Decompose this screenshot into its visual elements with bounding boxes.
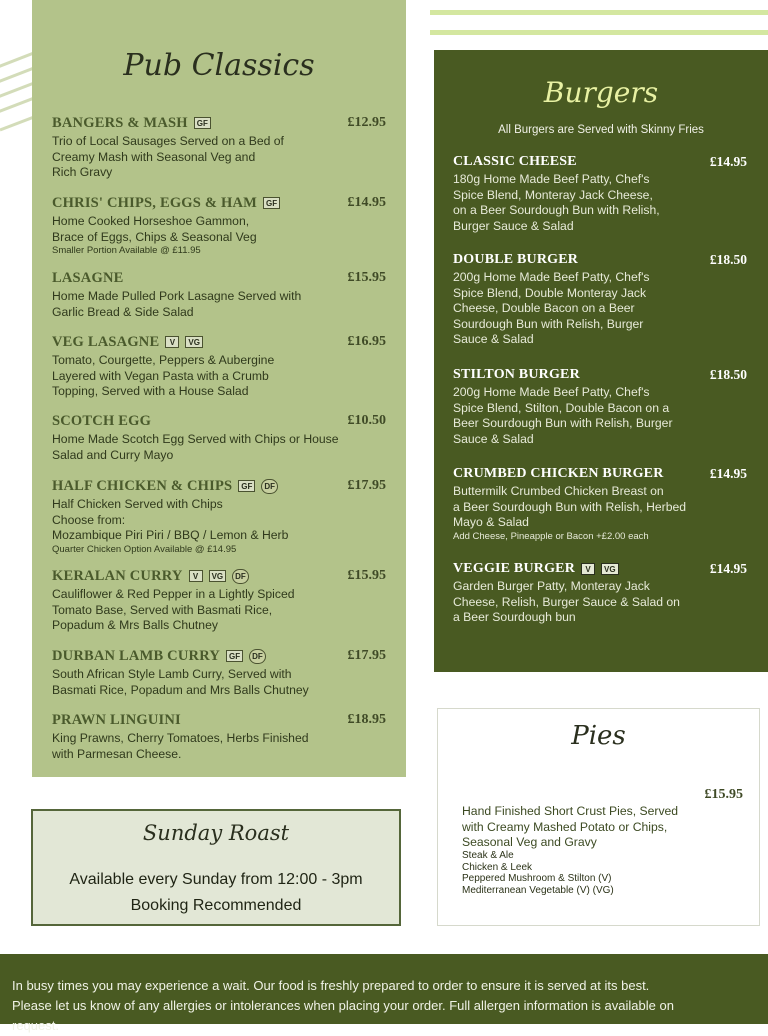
menu-item-description <box>453 270 747 348</box>
burgers-title: Burgers <box>543 76 659 109</box>
menu-item-description <box>52 134 386 181</box>
dietary-badge: VG <box>185 336 203 348</box>
menu-item-price: £14.95 <box>709 154 747 169</box>
pies-box <box>437 708 760 926</box>
description-line: King Prawns, Cherry Tomatoes, Herbs Finished <box>52 731 309 745</box>
description-line: Spice Blend, Monteray Jack Cheese, <box>453 187 653 202</box>
menu-item-header <box>52 412 386 430</box>
pie-option: Mediterranean Vegetable (V) (VG) <box>462 884 614 896</box>
menu-item <box>453 366 747 447</box>
description-line: a Beer Sourdough Bun with Relish, Herbed <box>453 499 687 514</box>
menu-item-name: VEGGIE BURGER <box>453 561 576 576</box>
pub-classics-title: Pub Classics <box>123 48 315 83</box>
pies-price: £15.95 <box>704 787 743 802</box>
description-line: Garden Burger Patty, Monteray Jack <box>453 579 650 593</box>
dietary-badge: GF <box>238 480 255 492</box>
pies-description <box>462 804 702 851</box>
menu-item <box>52 647 386 698</box>
menu-item-price: £18.50 <box>709 252 747 267</box>
menu-item-price: £10.50 <box>347 413 386 428</box>
description-line: Burger Sauce & Salad <box>453 218 574 233</box>
description-line: Sauce & Salad <box>453 431 534 446</box>
menu-item-description <box>52 667 386 698</box>
menu-item-price: £18.50 <box>709 367 747 382</box>
pie-option: Peppered Mushroom & Stilton (V) <box>462 873 612 884</box>
pies-desc-line: Hand Finished Short Crust Pies, Served <box>462 804 679 818</box>
burgers-subtitle: All Burgers are Served with Skinny Fries <box>498 124 704 136</box>
menu-item <box>52 412 386 463</box>
burgers-panel <box>434 50 768 672</box>
menu-item-header <box>453 366 747 384</box>
footer-text <box>12 976 742 1036</box>
description-line: 180g Home Made Beef Patty, Chef's <box>453 172 650 186</box>
dietary-badge: DF <box>249 649 266 664</box>
menu-item-name: CRUMBED CHICKEN BURGER <box>453 466 664 481</box>
menu-item-name: HALF CHICKEN & CHIPS <box>52 477 233 494</box>
dietary-badge: V <box>189 570 203 582</box>
dietary-badge: GF <box>194 117 211 129</box>
footer-line: In busy times you may experience a wait. Our food is freshly prepared to order to ensure it is served at its best. <box>12 978 650 993</box>
description-line: Half Chicken Served with Chips <box>52 497 223 511</box>
menu-item-description <box>52 289 386 320</box>
description-line: Rich Gravy <box>52 165 113 179</box>
menu-item-name: VEG LASAGNE <box>52 333 160 350</box>
menu-item-price: £18.95 <box>347 712 386 727</box>
menu-item-name: BANGERS & MASH <box>52 114 188 131</box>
description-line: 200g Home Made Beef Patty, Chef's <box>453 270 650 284</box>
menu-item-name: STILTON BURGER <box>453 367 580 382</box>
pies-desc-line: Seasonal Veg and Gravy <box>462 835 597 849</box>
menu-item-note: Smaller Portion Available @ £11.95 <box>52 245 201 256</box>
menu-item-name: SCOTCH EGG <box>52 412 152 429</box>
menu-item-price: £17.95 <box>347 478 386 493</box>
description-line: Home Made Pulled Pork Lasagne Served with <box>52 289 302 303</box>
menu-item-price: £14.95 <box>709 466 747 481</box>
dietary-badge: DF <box>232 569 249 584</box>
menu-item-header <box>453 465 747 483</box>
menu-item <box>453 251 747 348</box>
menu-item <box>453 465 747 543</box>
description-line: Basmati Rice, Popadum and Mrs Balls Chutney <box>52 682 309 697</box>
description-line: Cauliflower & Red Pepper in a Lightly Spiced <box>52 587 295 601</box>
menu-item-header <box>52 647 386 665</box>
menu-item <box>453 153 747 234</box>
menu-item <box>52 194 386 257</box>
menu-item-header <box>52 711 386 729</box>
dietary-badge: GF <box>226 650 243 662</box>
description-line: Home Cooked Horseshoe Gammon, <box>52 214 250 228</box>
description-line: with Parmesan Cheese. <box>52 746 182 761</box>
dietary-badge: V <box>581 563 595 575</box>
description-line: Brace of Eggs, Chips & Seasonal Veg <box>52 229 257 244</box>
menu-item-header <box>453 560 747 578</box>
menu-item <box>52 269 386 320</box>
menu-item-name: KERALAN CURRY <box>52 567 183 584</box>
dietary-badge: VG <box>601 563 619 575</box>
sunday-roast-availability: Available every Sunday from 12:00 - 3pm <box>69 871 363 888</box>
menu-item-name: DURBAN LAMB CURRY <box>52 647 221 664</box>
menu-item-description <box>52 587 386 634</box>
menu-item-note: Add Cheese, Pineapple or Bacon +£2.00 each <box>453 530 649 542</box>
sunday-roast-booking: Booking Recommended <box>130 897 302 914</box>
description-line: Buttermilk Crumbed Chicken Breast on <box>453 484 664 498</box>
description-line: Topping, Served with a House Salad <box>52 384 249 398</box>
sunday-roast-box <box>31 809 401 926</box>
menu-item-description <box>52 731 386 762</box>
description-line: 200g Home Made Beef Patty, Chef's <box>453 385 650 399</box>
pub-classics-panel <box>32 0 406 777</box>
description-line: Spice Blend, Stilton, Double Bacon on a <box>453 400 670 415</box>
menu-item-price: £16.95 <box>347 334 386 349</box>
description-line: Cheese, Relish, Burger Sauce & Salad on <box>453 594 680 609</box>
menu-item <box>52 114 386 181</box>
menu-item-name: DOUBLE BURGER <box>453 252 579 267</box>
footer-line: Please let us know of any allergies or intolerances when placing your order. Full allergen information is available on <box>12 998 674 1013</box>
sunday-roast-title: Sunday Roast <box>142 821 290 845</box>
description-line: Beer Sourdough Bun with Relish, Burger <box>453 416 673 430</box>
description-line: South African Style Lamb Curry, Served with <box>52 667 292 681</box>
pie-option: Steak & Ale <box>462 850 514 861</box>
menu-item-description <box>52 432 386 463</box>
menu-item-header <box>52 333 386 351</box>
dietary-badge: VG <box>209 570 227 582</box>
description-line: Sauce & Salad <box>453 332 534 346</box>
description-line: Cheese, Double Bacon on a Beer <box>453 301 635 315</box>
menu-item-price: £15.95 <box>347 568 386 583</box>
menu-item-name: LASAGNE <box>52 269 124 286</box>
footer-notice <box>0 954 768 1033</box>
menu-item-description <box>52 214 386 245</box>
description-line: Creamy Mash with Seasonal Veg and <box>52 149 256 164</box>
menu-item-price: £15.95 <box>347 270 386 285</box>
description-line: Layered with Vegan Pasta with a Crumb <box>52 368 269 383</box>
description-line: Tomato Base, Served with Basmati Rice, <box>52 602 273 617</box>
dietary-badge: DF <box>261 479 278 494</box>
menu-item-name: CLASSIC CHEESE <box>453 154 577 169</box>
menu-item-header <box>52 269 386 287</box>
menu-item-description <box>453 484 747 531</box>
pies-desc-line: with Creamy Mashed Potato or Chips, <box>462 819 668 834</box>
menu-item-name: PRAWN LINGUINI <box>52 711 181 728</box>
menu-item-description <box>453 172 747 234</box>
menu-item <box>52 333 386 400</box>
description-line: Trio of Local Sausages Served on a Bed of <box>52 134 284 148</box>
menu-item-price: £14.95 <box>347 195 386 210</box>
menu-item-description <box>453 385 747 447</box>
description-line: Home Made Scotch Egg Served with Chips or House <box>52 432 339 446</box>
menu-item <box>453 560 747 626</box>
dietary-badge: V <box>165 336 179 348</box>
footer-line: request. <box>12 1018 59 1033</box>
dietary-badge: GF <box>263 197 280 209</box>
description-line: Mayo & Salad <box>453 515 529 529</box>
description-line: Tomato, Courgette, Peppers & Aubergine <box>52 353 275 367</box>
menu-item <box>52 477 386 556</box>
menu-item <box>52 711 386 762</box>
menu-item-description <box>52 497 386 544</box>
menu-item-header <box>52 477 386 495</box>
menu-item-description <box>52 353 386 400</box>
menu-item-name: CHRIS' CHIPS, EGGS & HAM <box>52 194 258 211</box>
description-line: Choose from: <box>52 512 126 527</box>
menu-item-note: Quarter Chicken Option Available @ £14.95 <box>52 543 237 555</box>
menu-item-header <box>453 251 747 269</box>
pies-options <box>462 850 742 896</box>
description-line: Garlic Bread & Side Salad <box>52 304 194 319</box>
description-line: Salad and Curry Mayo <box>52 447 174 462</box>
decorative-top-bars <box>430 8 768 48</box>
description-line: on a Beer Sourdough Bun with Relish, <box>453 203 660 217</box>
menu-item-price: £14.95 <box>709 561 747 576</box>
description-line: a Beer Sourdough bun <box>453 610 576 624</box>
description-line: Sourdough Bun with Relish, Burger <box>453 316 644 331</box>
description-line: Mozambique Piri Piri / BBQ / Lemon & Herb <box>52 528 289 542</box>
menu-item-price: £12.95 <box>347 115 386 130</box>
menu-item-description <box>453 579 747 626</box>
pies-title: Pies <box>571 721 626 751</box>
description-line: Popadum & Mrs Balls Chutney <box>52 618 218 632</box>
menu-item-header <box>52 194 386 212</box>
menu-item-header <box>453 153 747 171</box>
menu-item-price: £17.95 <box>347 648 386 663</box>
menu-item <box>52 567 386 634</box>
description-line: Spice Blend, Double Monteray Jack <box>453 285 647 300</box>
menu-item-header <box>52 114 386 132</box>
menu-item-header <box>52 567 386 585</box>
pie-option: Chicken & Leek <box>462 861 533 873</box>
